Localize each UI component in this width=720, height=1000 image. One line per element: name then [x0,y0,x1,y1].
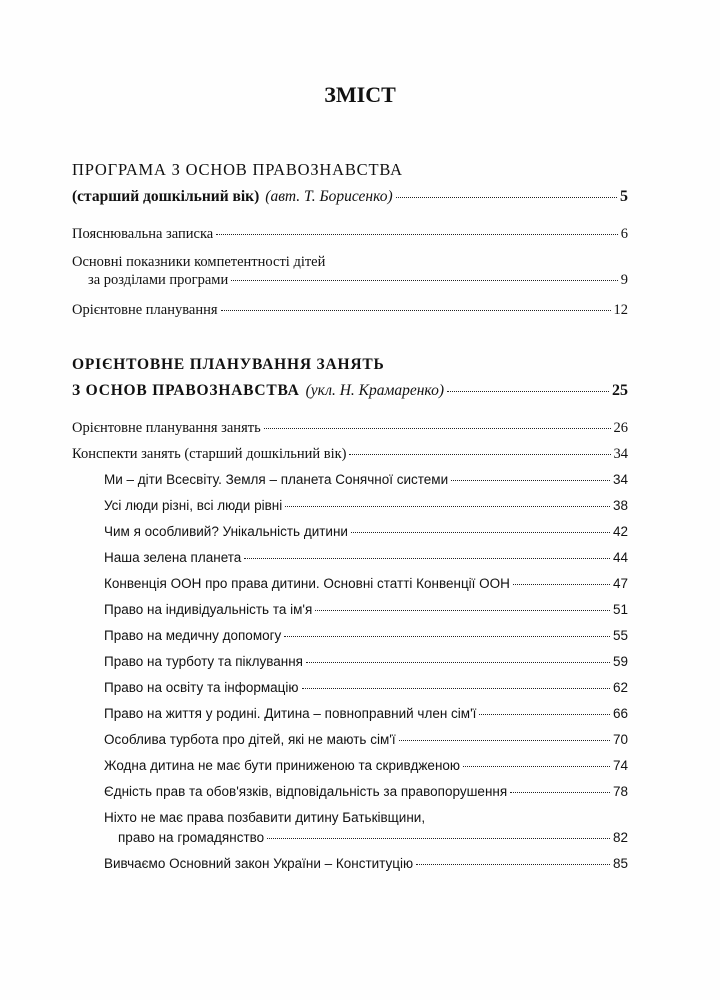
leader-dots [479,714,610,715]
section-title-line: ОРІЄНТОВНЕ ПЛАНУВАННЯ ЗАНЯТЬ [72,356,385,373]
toc-entry[interactable] [72,382,628,404]
page-number: 34 [613,446,628,462]
toc-subentry[interactable] [104,576,628,598]
leader-dots [267,838,610,839]
page-number: 6 [620,226,628,242]
leader-dots [463,766,610,767]
toc-entry-continuation[interactable] [88,272,628,294]
leader-dots [396,197,617,198]
page-number: 62 [612,680,628,695]
page-number: 59 [612,654,628,669]
entry-label: Єдність прав та обов'язків, відповідальність за правопорушення [104,784,508,799]
toc-subentry[interactable] [104,856,628,878]
leader-dots [216,234,618,235]
entry-label: Ніхто не має права позбавити дитину Батьківщини, [104,810,426,825]
entry-label: Усі люди різні, всі люди рівні [104,498,283,513]
entry-label: право на громадянство [118,830,265,845]
section-heading [72,160,628,182]
toc-subentry[interactable] [104,758,628,780]
leader-dots [399,740,610,741]
page-number: 34 [612,472,628,487]
entry-label: Орієнтовне планування [72,302,218,318]
leader-dots [244,558,610,559]
author-note: (авт. Т. Борисенко) [265,188,393,205]
entry-label: Особлива турбота про дітей, які не мають сім'ї [104,732,396,747]
entry-label: Жодна дитина не має бути приниженою та скривдженою [104,758,461,773]
toc-subentry[interactable] [104,810,628,832]
leader-dots [302,688,610,689]
leader-dots [513,584,610,585]
page-number: 38 [612,498,628,513]
toc-subentry[interactable] [104,602,628,624]
leader-dots [306,662,610,663]
toc-subentry-continuation[interactable] [118,830,628,852]
entry-label: Вивчаємо Основний закон України – Конституцію [104,856,414,871]
toc-entry[interactable] [72,226,628,248]
leader-dots [221,310,611,311]
toc-subentry[interactable] [104,706,628,728]
page-number: 55 [612,628,628,643]
page-title: ЗМІСТ [324,82,396,107]
entry-label: Основні показники компетентності дітей [72,254,326,270]
entry-label: Пояснювальна записка [72,226,214,242]
section-subtitle: З ОСНОВ ПРАВОЗНАВСТВА [72,382,300,399]
toc-entry[interactable] [72,302,628,324]
leader-dots [264,428,611,429]
page-number: 44 [612,550,628,565]
leader-dots [349,454,610,455]
entry-label: Наша зелена планета [104,550,242,565]
leader-dots [285,506,610,507]
page-number: 26 [613,420,628,436]
toc-subentry[interactable] [104,524,628,546]
page-number: 42 [612,524,628,539]
leader-dots [284,636,610,637]
entry-label: Конспекти занять (старший дошкільний вік) [72,446,347,462]
author-note: (укл. Н. Крамаренко) [305,382,444,399]
toc-entry[interactable] [72,188,628,210]
leader-dots [351,532,610,533]
leader-dots [451,480,610,481]
page-number: 5 [620,188,628,205]
leader-dots [510,792,610,793]
toc-entry[interactable] [72,446,628,468]
page-number: 74 [612,758,628,773]
page-number: 47 [612,576,628,591]
toc-subentry[interactable] [104,680,628,702]
page-number: 85 [612,856,628,871]
toc-subentry[interactable] [104,654,628,676]
toc-subentry[interactable] [104,550,628,572]
section-heading [72,356,628,378]
toc-subentry[interactable] [104,732,628,754]
entry-label: за розділами програми [88,272,229,288]
page-number: 82 [612,830,628,845]
leader-dots [416,864,610,865]
entry-label: Право на життя у родині. Дитина – повноправний член сім'ї [104,706,477,721]
entry-label: Чим я особливий? Унікальність дитини [104,524,348,539]
entry-label: Право на медичну допомогу [104,628,282,643]
page-number: 25 [612,382,628,399]
toc-subentry[interactable] [104,784,628,806]
section-title-line: ПРОГРАМА З ОСНОВ ПРАВОЗНАВСТВА [72,160,403,179]
entry-label: Орієнтовне планування занять [72,420,261,436]
page-number: 66 [612,706,628,721]
toc-subentry[interactable] [104,498,628,520]
entry-label: Конвенція ООН про права дитини. Основні статті Конвенції ООН [104,576,510,591]
toc-entry[interactable] [72,420,628,442]
toc-subentry[interactable] [104,628,628,650]
page-number: 78 [612,784,628,799]
section-subtitle: (старший дошкільний вік) [72,188,260,205]
leader-dots [315,610,610,611]
leader-dots [231,280,618,281]
leader-dots [447,391,609,392]
page-number: 9 [620,272,628,288]
entry-label: Право на освіту та інформацію [104,680,299,695]
entry-label: Право на індивідуальність та ім'я [104,602,313,617]
page-number: 51 [612,602,628,617]
page-number: 70 [612,732,628,747]
toc-subentry[interactable] [104,472,628,494]
page-number: 12 [613,302,628,318]
entry-label: Ми – діти Всесвіту. Земля – планета Сонячної системи [104,472,449,487]
entry-label: Право на турботу та піклування [104,654,303,669]
